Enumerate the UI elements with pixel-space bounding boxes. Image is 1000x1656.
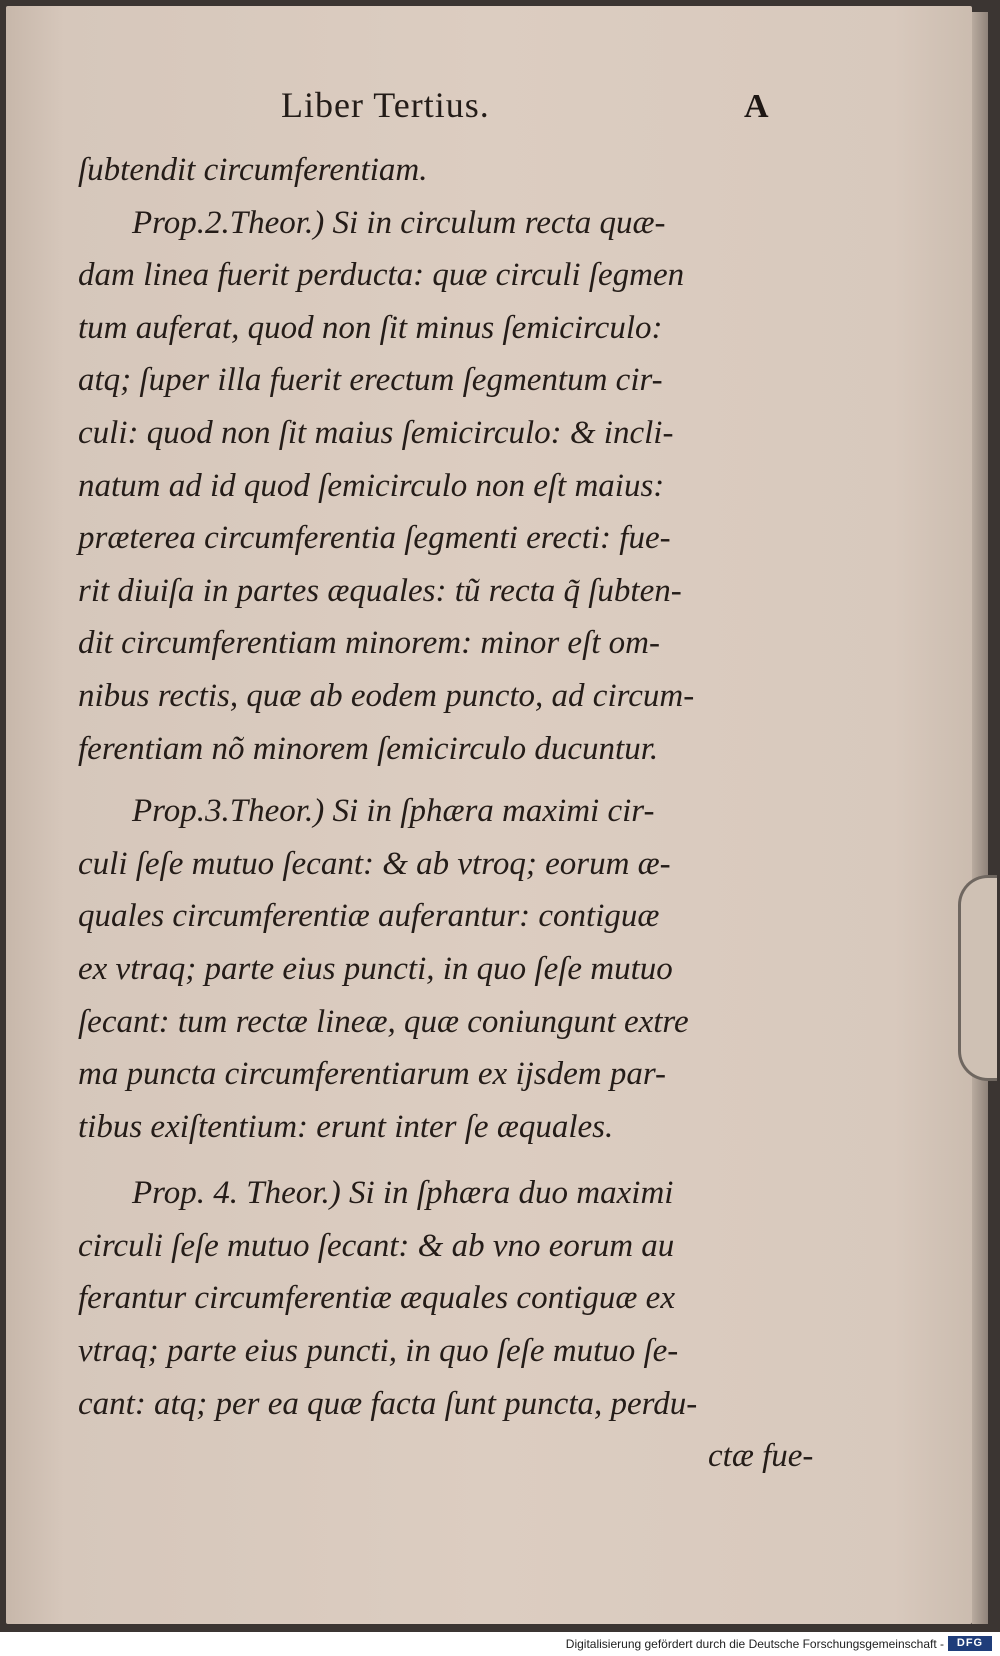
text-line: ſecant: tum rectæ lineæ, quæ coniungunt extre <box>78 1003 689 1040</box>
text-line: ferantur circumferentiæ æquales contiguæ ex <box>78 1280 675 1317</box>
text-line: dam linea fuerit perducta: quæ circuli ſegmen <box>78 257 685 294</box>
text-line: Prop.2.Theor.) Si in circulum recta quæ- <box>132 204 666 241</box>
catchword: ctæ fue- <box>708 1438 814 1475</box>
page-header <box>6 84 972 134</box>
text-line: Prop. 4. Theor.) Si in ſphæra duo maximi <box>132 1175 674 1212</box>
text-line: nibus rectis, quæ ab eodem puncto, ad circum- <box>78 677 695 714</box>
book-page <box>6 6 972 1624</box>
text-line: cant: atq; per ea quæ facta ſunt puncta, perdu- <box>78 1385 698 1422</box>
text-line: vtraq; parte eius puncti, in quo ſeſe mutuo ſe- <box>78 1333 679 1370</box>
text-line: rit diuiſa in partes æquales: tũ recta q̃ ſubten- <box>78 572 682 609</box>
page-text <box>78 144 818 1483</box>
text-line: ferentiam nõ minorem ſemicirculo ducuntur. <box>78 730 659 767</box>
signature-mark: A <box>744 88 769 125</box>
text-line: culi: quod non ſit maius ſemicirculo: & incli- <box>78 414 674 451</box>
text-line: quales circumferentiæ auferantur: contiguæ <box>78 898 660 935</box>
text-line: ex vtraq; parte eius puncti, in quo ſeſe mutuo <box>78 950 673 987</box>
dfg-logo: DFG <box>948 1636 992 1651</box>
running-title: Liber Tertius. <box>281 85 490 125</box>
text-line: circuli ſeſe mutuo ſecant: & ab vno eorum au <box>78 1227 675 1264</box>
text-line: ma puncta circumferentiarum ex ijsdem par- <box>78 1056 667 1093</box>
bookmark-tab <box>958 875 997 1081</box>
text-line: præterea circumferentia ſegmenti erecti: fue- <box>78 520 671 557</box>
text-line: tum auferat, quod non ſit minus ſemicirculo: <box>78 309 663 346</box>
text-line: Prop.3.Theor.) Si in ſphæra maximi cir- <box>132 793 655 830</box>
text-line: atq; ſuper illa fuerit erectum ſegmentum cir- <box>78 362 663 399</box>
text-line: dit circumferentiam minorem: minor eſt om- <box>78 625 660 662</box>
page-edge <box>972 12 988 1624</box>
text-line: ſubtendit circumferentiam. <box>78 152 428 188</box>
text-line: culi ſeſe mutuo ſecant: & ab vtroq; eorum æ- <box>78 845 671 882</box>
footer-bar <box>0 1632 1000 1656</box>
digitization-credit: Digitalisierung gefördert durch die Deutsche Forschungsgemeinschaft - <box>565 1637 944 1651</box>
text-line: tibus exiſtentium: erunt inter ſe æquales. <box>78 1108 614 1145</box>
text-line: natum ad id quod ſemicirculo non eſt maius: <box>78 467 665 504</box>
